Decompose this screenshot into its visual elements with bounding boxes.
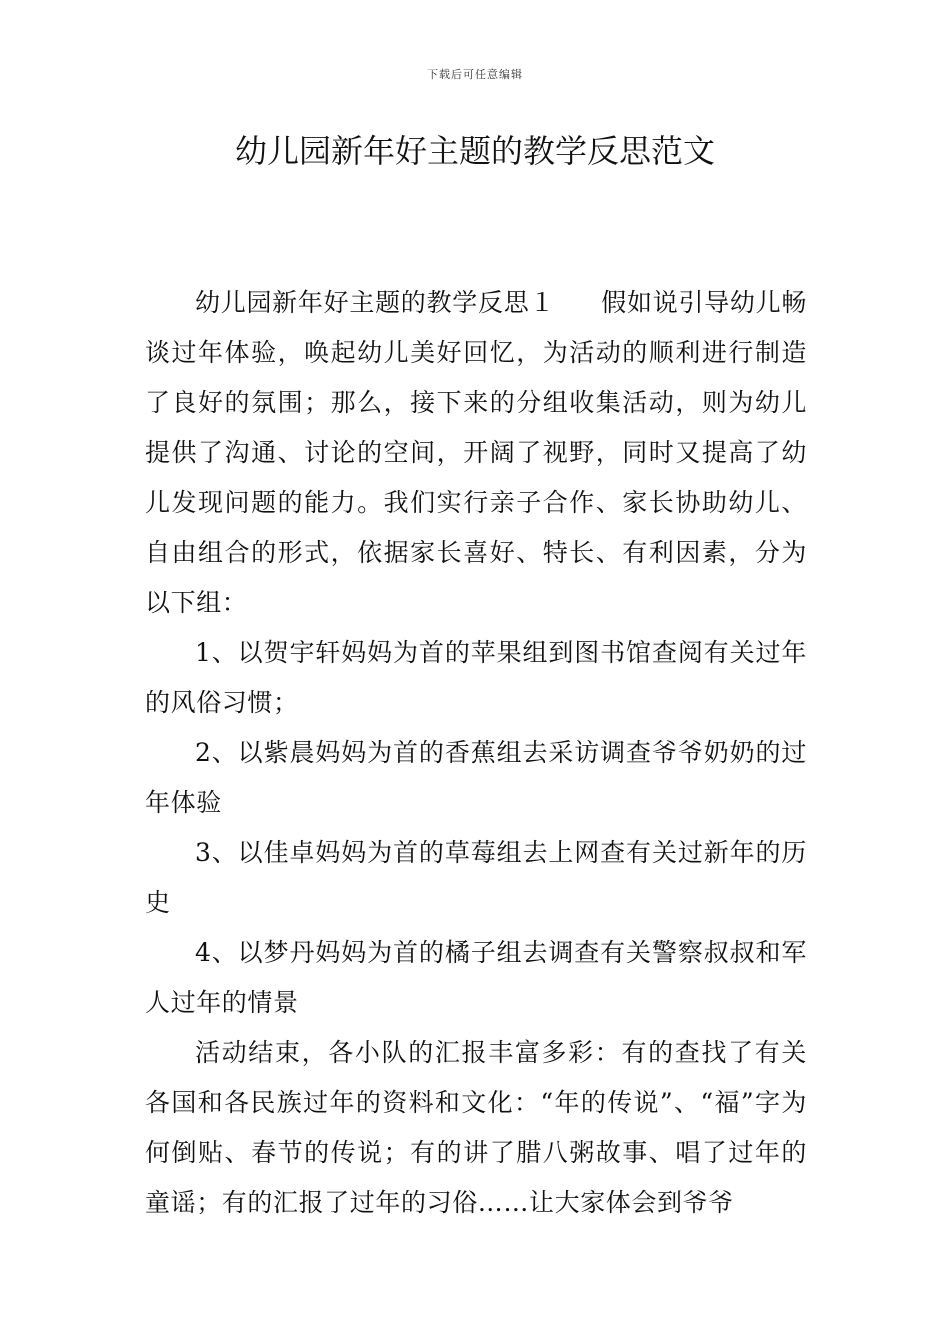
conclusion-paragraph: 活动结束，各小队的汇报丰富多彩：有的查找了有关各国和各民族过年的资料和文化：“年的传说”、“福”字为何倒贴、春节的传说；有的讲了腊八粥故事、唱了过年的童谣；有的汇报了过年的习俗……让大家体会到爷爷: [145, 1038, 807, 1217]
list-item-3: 3、以佳卓妈妈为首的草莓组去上网查有关过新年的历史: [145, 838, 807, 917]
header-note: 下载后可任意编辑: [427, 68, 523, 81]
list-item-2: 2、以紫晨妈妈为首的香蕉组去采访调查爷爷奶奶的过年体验: [145, 738, 807, 817]
document-title: 幼儿园新年好主题的教学反思范文: [234, 132, 715, 170]
intro-text: 假如说引导幼儿畅谈过年体验，唤起幼儿美好回忆，为活动的顺利进行制造了良好的氛围；那么，接下来的分组收集活动，则为幼儿提供了沟通、讨论的空间，开阔了视野，同时又提高了幼儿发现问题的能力。我们实行亲子合作、家长协助幼儿、自由组合的形式，依据家长喜好、特长、有利因素，分为以下组：: [145, 288, 807, 617]
document-body: [145, 278, 807, 1228]
list-item-4: 4、以梦丹妈妈为首的橘子组去调查有关警察叔叔和军人过年的情景: [145, 938, 807, 1017]
intro-paragraph: [145, 278, 807, 628]
intro-lead: 幼儿园新年好主题的教学反思１: [195, 288, 556, 317]
list-item-1: 1、以贺宇轩妈妈为首的苹果组到图书馆查阅有关过年的风俗习惯；: [145, 638, 807, 717]
